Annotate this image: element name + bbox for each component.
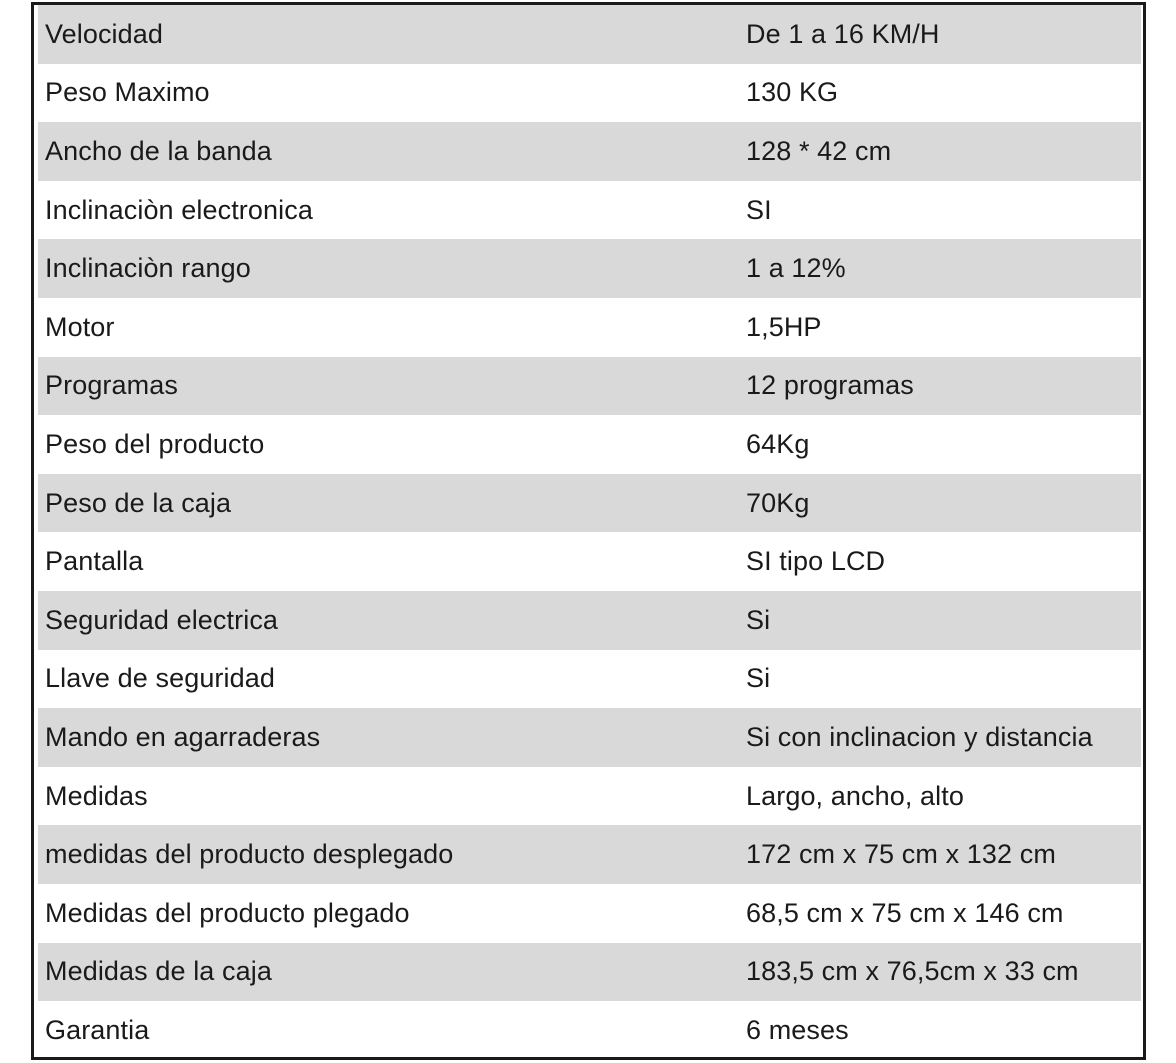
spec-label: Medidas del producto plegado: [45, 897, 410, 928]
spec-value: Si con inclinacion y distancia: [746, 721, 1093, 752]
table-row: [34, 650, 1143, 709]
table-row: [34, 532, 1143, 591]
spec-value: Si: [746, 604, 771, 635]
spec-value: Largo, ancho, alto: [746, 780, 964, 811]
table-row: [34, 298, 1143, 357]
spec-value: 70Kg: [746, 487, 810, 518]
spec-label: Mando en agarraderas: [45, 721, 321, 752]
spec-label: Motor: [45, 311, 115, 342]
spec-value: SI tipo LCD: [746, 546, 886, 577]
spec-value: 128 * 42 cm: [746, 135, 892, 166]
table-row: [34, 1001, 1143, 1060]
spec-table: [31, 2, 1146, 1060]
spec-value: 1,5HP: [746, 311, 822, 342]
spec-label: Peso del producto: [45, 428, 265, 459]
table-row: [34, 415, 1143, 474]
table-row: [38, 122, 1141, 181]
spec-label: Medidas: [45, 780, 148, 811]
table-row: [38, 591, 1141, 650]
spec-value: 6 meses: [746, 1014, 849, 1045]
spec-value: 12 programas: [746, 370, 914, 401]
spec-value: 1 a 12%: [746, 253, 846, 284]
table-row: [38, 825, 1141, 884]
table-row: [38, 239, 1141, 298]
spec-value: 172 cm x 75 cm x 132 cm: [746, 839, 1056, 870]
spec-value: Si: [746, 663, 771, 694]
table-row: [38, 5, 1141, 64]
table-row: [38, 474, 1141, 533]
spec-value: 130 KG: [746, 77, 839, 108]
table-row: [34, 884, 1143, 943]
table-row: [38, 708, 1141, 767]
table-row: [38, 943, 1141, 1002]
table-row: [34, 64, 1143, 123]
table-row: [34, 181, 1143, 240]
spec-label: Programas: [45, 370, 178, 401]
spec-value: 68,5 cm x 75 cm x 146 cm: [746, 897, 1064, 928]
table-row: [34, 767, 1143, 826]
spec-value: 64Kg: [746, 428, 810, 459]
spec-label: Garantia: [45, 1014, 150, 1045]
spec-value: De 1 a 16 KM/H: [746, 18, 940, 49]
spec-label: medidas del producto desplegado: [45, 839, 454, 870]
spec-label: Peso de la caja: [45, 487, 232, 518]
spec-value: SI: [746, 194, 772, 225]
spec-label: Ancho de la banda: [45, 135, 272, 166]
spec-label: Seguridad electrica: [45, 604, 279, 635]
spec-label: Llave de seguridad: [45, 663, 275, 694]
spec-label: Inclinaciòn rango: [45, 253, 251, 284]
spec-label: Pantalla: [45, 546, 144, 577]
spec-label: Medidas de la caja: [45, 956, 272, 987]
spec-label: Inclinaciòn electronica: [45, 194, 313, 225]
spec-label: Peso Maximo: [45, 77, 210, 108]
spec-label: Velocidad: [45, 18, 163, 49]
spec-value: 183,5 cm x 76,5cm x 33 cm: [746, 956, 1079, 987]
table-row: [38, 357, 1141, 416]
